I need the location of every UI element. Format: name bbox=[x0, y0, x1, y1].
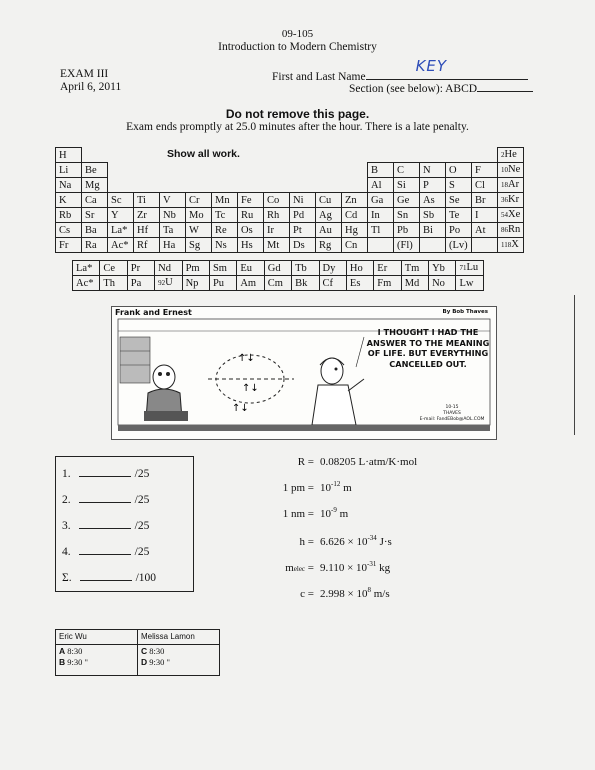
empty-cell bbox=[108, 178, 134, 193]
empty-cell bbox=[446, 148, 472, 163]
score-total: /25 bbox=[134, 494, 150, 506]
exam-end-notice: Exam ends promptly at 25.0 minutes after the hour. There is a late penalty. bbox=[126, 121, 469, 133]
element-cell bbox=[472, 238, 498, 253]
element-cell: Ru bbox=[238, 208, 264, 223]
element-cell: Eu bbox=[237, 261, 264, 276]
empty-cell bbox=[316, 163, 342, 178]
element-cell: Mt bbox=[264, 238, 290, 253]
element-cell: Am bbox=[237, 276, 264, 291]
empty-cell bbox=[160, 163, 186, 178]
element-cell: Ge bbox=[394, 193, 420, 208]
element-cell: Pa bbox=[127, 276, 154, 291]
empty-cell bbox=[394, 148, 420, 163]
element-cell: (Fl) bbox=[394, 238, 420, 253]
score-blank[interactable] bbox=[79, 519, 131, 529]
exam-info bbox=[60, 68, 121, 94]
empty-cell bbox=[238, 163, 264, 178]
empty-cell bbox=[238, 148, 264, 163]
element-cell: Ba bbox=[82, 223, 108, 238]
element-cell: Tl bbox=[368, 223, 394, 238]
element-cell: Sn bbox=[394, 208, 420, 223]
element-cell: S bbox=[446, 178, 472, 193]
element-cell: Tc bbox=[212, 208, 238, 223]
periodic-table bbox=[55, 147, 524, 253]
element-cell: O bbox=[446, 163, 472, 178]
svg-text:↑↓: ↑↓ bbox=[238, 353, 255, 364]
element-cell: Ir bbox=[264, 223, 290, 238]
element-cell: Po bbox=[446, 223, 472, 238]
element-cell: Sc bbox=[108, 193, 134, 208]
score-blank[interactable] bbox=[79, 493, 131, 503]
comic-title: Frank and Ernest bbox=[115, 308, 192, 317]
score-row-1[interactable] bbox=[62, 467, 192, 480]
element-cell: Rf bbox=[134, 238, 160, 253]
empty-cell bbox=[342, 178, 368, 193]
comic-email: E-mail: FandEBob@AOL.COM bbox=[419, 417, 485, 422]
element-cell: Cf bbox=[319, 276, 346, 291]
empty-cell bbox=[342, 163, 368, 178]
empty-cell bbox=[212, 163, 238, 178]
empty-cell bbox=[238, 178, 264, 193]
course-code: 09-105 bbox=[281, 28, 314, 40]
section-c: C 8:30 bbox=[141, 646, 165, 656]
const-melec-value: $9.110 \times 10^{-31}$ kg bbox=[320, 560, 391, 574]
element-cell: Ha bbox=[160, 238, 186, 253]
element-cell: 86Rn bbox=[498, 223, 524, 238]
element-cell: Ac* bbox=[108, 238, 134, 253]
element-cell: Bk bbox=[292, 276, 319, 291]
element-cell: Yb bbox=[429, 261, 456, 276]
score-total: /25 bbox=[134, 546, 150, 558]
element-cell: Au bbox=[316, 223, 342, 238]
score-box bbox=[55, 456, 194, 592]
empty-cell bbox=[290, 178, 316, 193]
element-cell: Ac* bbox=[73, 276, 100, 291]
empty-cell bbox=[342, 148, 368, 163]
comic-signature-date: 10-15 bbox=[445, 405, 459, 410]
element-cell: Sg bbox=[186, 238, 212, 253]
empty-cell bbox=[134, 163, 160, 178]
empty-cell bbox=[316, 148, 342, 163]
instructor-1: Eric Wu bbox=[56, 630, 138, 645]
comic-byline: By Bob Thaves bbox=[442, 309, 488, 315]
element-cell: Cu bbox=[316, 193, 342, 208]
element-cell: La* bbox=[73, 261, 100, 276]
element-cell: P bbox=[420, 178, 446, 193]
element-cell: B bbox=[368, 163, 394, 178]
score-total: /25 bbox=[134, 520, 150, 532]
const-h-value: $6.626 \times 10^{-34}$ J·s bbox=[320, 534, 392, 548]
element-cell: Sr bbox=[82, 208, 108, 223]
score-row-2[interactable] bbox=[62, 493, 192, 506]
element-cell: W bbox=[186, 223, 212, 238]
element-cell: Mn bbox=[212, 193, 238, 208]
periodic-row bbox=[56, 208, 524, 223]
element-cell: Tm bbox=[401, 261, 428, 276]
element-cell: Hf bbox=[134, 223, 160, 238]
name-value: KEY bbox=[415, 57, 448, 75]
element-cell: Hs bbox=[238, 238, 264, 253]
course-title: Introduction to Modern Chemistry bbox=[218, 41, 377, 53]
empty-cell bbox=[264, 163, 290, 178]
empty-cell bbox=[264, 178, 290, 193]
const-c-value: $2.998 \times 10^8$ m/s bbox=[320, 586, 390, 600]
element-cell: Fr bbox=[56, 238, 82, 253]
score-total: /100 bbox=[135, 572, 157, 584]
element-cell: Es bbox=[346, 276, 373, 291]
f-block-table bbox=[72, 260, 484, 291]
element-cell: La* bbox=[108, 223, 134, 238]
element-cell: Sb bbox=[420, 208, 446, 223]
section-label: Section (see below): ABCD bbox=[349, 83, 478, 95]
element-cell: Re bbox=[212, 223, 238, 238]
score-label: 3. bbox=[62, 520, 71, 532]
element-cell: Rg bbox=[316, 238, 342, 253]
element-cell: 10Ne bbox=[498, 163, 524, 178]
element-cell: Ds bbox=[290, 238, 316, 253]
element-cell: 92U bbox=[155, 276, 182, 291]
exam-date: April 6, 2011 bbox=[60, 81, 122, 93]
element-cell: Zn bbox=[342, 193, 368, 208]
element-cell: Fm bbox=[374, 276, 401, 291]
const-h-label: h = bbox=[299, 536, 314, 548]
score-label: Σ. bbox=[62, 572, 72, 584]
element-cell: As bbox=[420, 193, 446, 208]
section-field[interactable] bbox=[349, 81, 533, 95]
element-cell: 36Kr bbox=[498, 193, 524, 208]
f-block-row bbox=[73, 276, 484, 291]
element-cell: Dy bbox=[319, 261, 346, 276]
element-cell: Ho bbox=[346, 261, 373, 276]
name-input-line[interactable] bbox=[366, 57, 528, 80]
element-cell: In bbox=[368, 208, 394, 223]
element-cell: Be bbox=[82, 163, 108, 178]
element-cell: Er bbox=[374, 261, 401, 276]
element-cell: 2He bbox=[498, 148, 524, 163]
instructor-2: Melissa Lamon bbox=[138, 630, 220, 645]
score-row-4[interactable] bbox=[62, 545, 192, 558]
element-cell: Sm bbox=[209, 261, 236, 276]
do-not-remove-notice: Do not remove this page. bbox=[225, 107, 370, 121]
element-cell: Np bbox=[182, 276, 209, 291]
periodic-row bbox=[56, 163, 524, 178]
element-cell: Br bbox=[472, 193, 498, 208]
svg-text:↑↓: ↑↓ bbox=[232, 403, 249, 414]
empty-cell bbox=[290, 148, 316, 163]
element-cell: Ca bbox=[82, 193, 108, 208]
comic-signature-name: THAVES bbox=[443, 411, 461, 416]
empty-cell bbox=[186, 178, 212, 193]
element-cell: (Lv) bbox=[446, 238, 472, 253]
score-blank[interactable] bbox=[80, 571, 132, 581]
element-cell: H bbox=[56, 148, 82, 163]
element-cell: V bbox=[160, 193, 186, 208]
const-pm-label: 1 pm = bbox=[282, 482, 314, 494]
score-label: 1. bbox=[62, 468, 71, 480]
element-cell: Te bbox=[446, 208, 472, 223]
section-cell-right bbox=[138, 645, 220, 676]
empty-cell bbox=[472, 148, 498, 163]
empty-cell bbox=[316, 178, 342, 193]
empty-cell bbox=[212, 178, 238, 193]
element-cell: Cd bbox=[342, 208, 368, 223]
element-cell: No bbox=[429, 276, 456, 291]
periodic-row bbox=[56, 178, 524, 193]
show-work-note: Show all work. bbox=[167, 148, 240, 160]
comic-strip bbox=[111, 306, 497, 440]
element-cell: Se bbox=[446, 193, 472, 208]
element-cell: Lw bbox=[456, 276, 483, 291]
periodic-row bbox=[56, 223, 524, 238]
element-cell: Cs bbox=[56, 223, 82, 238]
empty-cell bbox=[134, 178, 160, 193]
element-cell: K bbox=[56, 193, 82, 208]
element-cell: Th bbox=[100, 276, 127, 291]
element-cell: C bbox=[394, 163, 420, 178]
score-blank[interactable] bbox=[79, 545, 131, 555]
score-blank[interactable] bbox=[79, 467, 131, 477]
empty-cell bbox=[108, 163, 134, 178]
element-cell: Mg bbox=[82, 178, 108, 193]
const-pm-value: $10^{-12}$ m bbox=[320, 480, 352, 494]
element-cell: 54Xe bbox=[498, 208, 524, 223]
element-cell bbox=[368, 238, 394, 253]
f-block-row bbox=[73, 261, 484, 276]
const-r-label: R = bbox=[297, 456, 314, 468]
section-d: D 9:30 " bbox=[141, 657, 170, 667]
empty-cell bbox=[108, 148, 134, 163]
exam-title: EXAM III bbox=[60, 68, 109, 80]
section-input-line[interactable] bbox=[477, 81, 533, 92]
name-label: First and Last Name bbox=[272, 71, 366, 83]
element-cell: Ce bbox=[100, 261, 127, 276]
periodic-row bbox=[56, 148, 524, 163]
element-cell: Pd bbox=[290, 208, 316, 223]
score-total: /25 bbox=[134, 468, 150, 480]
element-cell: Bi bbox=[420, 223, 446, 238]
element-cell: Nd bbox=[155, 261, 182, 276]
element-cell: Ga bbox=[368, 193, 394, 208]
score-label: 2. bbox=[62, 494, 71, 506]
element-cell: Cl bbox=[472, 178, 498, 193]
empty-cell bbox=[134, 148, 160, 163]
element-cell: Pb bbox=[394, 223, 420, 238]
element-cell: Ag bbox=[316, 208, 342, 223]
score-label: 4. bbox=[62, 546, 71, 558]
element-cell: Nb bbox=[160, 208, 186, 223]
score-row-total[interactable] bbox=[62, 571, 192, 584]
const-c-label: c = bbox=[300, 588, 314, 600]
element-cell: Li bbox=[56, 163, 82, 178]
section-cell-left bbox=[56, 645, 138, 676]
periodic-row bbox=[56, 238, 524, 253]
element-cell: Ti bbox=[134, 193, 160, 208]
section-b: B 9:30 " bbox=[59, 657, 88, 667]
element-cell: Al bbox=[368, 178, 394, 193]
element-cell: 18Ar bbox=[498, 178, 524, 193]
element-cell: Na bbox=[56, 178, 82, 193]
const-r-value: 0.08205 L·atm/K·mol bbox=[320, 456, 418, 468]
empty-cell bbox=[160, 178, 186, 193]
comic-caption: I THOUGHT I HAD THE ANSWER TO THE MEANING OF LIFE. BUT EVERYTHING CANCELLED OUT. bbox=[366, 327, 490, 369]
element-cell: F bbox=[472, 163, 498, 178]
element-cell: Os bbox=[238, 223, 264, 238]
section-table bbox=[55, 629, 220, 676]
empty-cell bbox=[186, 163, 212, 178]
element-cell: Pt bbox=[290, 223, 316, 238]
element-cell: Mo bbox=[186, 208, 212, 223]
element-cell: Fe bbox=[238, 193, 264, 208]
element-cell bbox=[420, 238, 446, 253]
comic-signature bbox=[410, 405, 494, 423]
element-cell: Tb bbox=[292, 261, 319, 276]
element-cell: N bbox=[420, 163, 446, 178]
periodic-row bbox=[56, 193, 524, 208]
element-cell: Md bbox=[401, 276, 428, 291]
element-cell: Cr bbox=[186, 193, 212, 208]
element-cell: Cn bbox=[342, 238, 368, 253]
element-cell: Pr bbox=[127, 261, 154, 276]
score-row-3[interactable] bbox=[62, 519, 192, 532]
element-cell: Pu bbox=[209, 276, 236, 291]
element-cell: Si bbox=[394, 178, 420, 193]
element-cell: Ni bbox=[290, 193, 316, 208]
empty-cell bbox=[368, 148, 394, 163]
const-nm-value: $10^{-9}$ m bbox=[320, 506, 349, 520]
element-cell: Gd bbox=[264, 261, 291, 276]
element-cell: Ta bbox=[160, 223, 186, 238]
element-cell: Zr bbox=[134, 208, 160, 223]
element-cell: Pm bbox=[182, 261, 209, 276]
margin-line bbox=[574, 295, 575, 435]
element-cell: Ra bbox=[82, 238, 108, 253]
empty-cell bbox=[420, 148, 446, 163]
section-a: A 8:30 bbox=[59, 646, 83, 656]
element-cell: At bbox=[472, 223, 498, 238]
element-cell: Ns bbox=[212, 238, 238, 253]
const-nm-label: 1 nm = bbox=[282, 508, 314, 520]
element-cell: Rb bbox=[56, 208, 82, 223]
element-cell: Y bbox=[108, 208, 134, 223]
element-cell: 71Lu bbox=[456, 261, 483, 276]
element-cell: Cm bbox=[264, 276, 291, 291]
element-cell: Hg bbox=[342, 223, 368, 238]
element-cell: 118X bbox=[498, 238, 524, 253]
show-work-note bbox=[82, 148, 108, 163]
element-cell: Rh bbox=[264, 208, 290, 223]
svg-text:↑↓: ↑↓ bbox=[242, 383, 259, 394]
empty-cell bbox=[290, 163, 316, 178]
element-cell: Co bbox=[264, 193, 290, 208]
empty-cell bbox=[264, 148, 290, 163]
element-cell: I bbox=[472, 208, 498, 223]
const-melec-label: melec = bbox=[285, 562, 314, 574]
